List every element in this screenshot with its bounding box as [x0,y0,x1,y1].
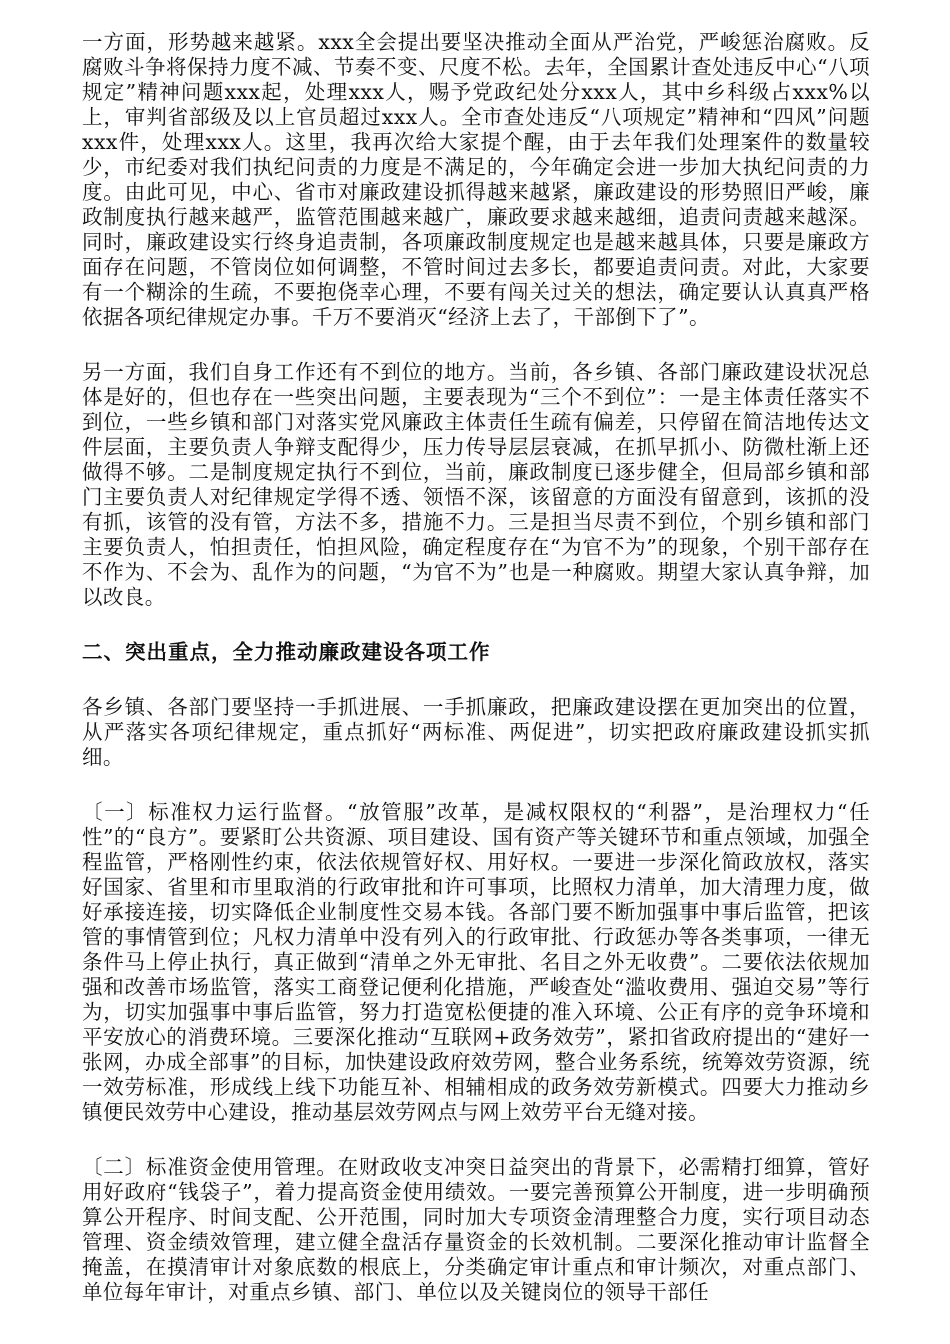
paragraph-power-supervision: 〔一〕标准权力运行监督。“放管服”改革，是减权限权的“利器”，是治理权力“任性”的“良方”。要紧盯公共资源、项目建设、国有资产等关键环节和重点领域，加强全程监管，严格刚性约束，依法依规管好权、用好权。一要进一步深化简政放权，落实好国家、省里和市里取消的行政审批和许可事项，比照权力清单，加大清理力度，做好承接连接，切实降低企业制度性交易本钱。各部门要不断加强事中事后监管，把该管的事情管到位；凡权力清单中没有列入的行政审批、行政惩办等各类事项，一律无条件马上停止执行，真正做到“清单之外无审批、名目之外无收费”。二要依法依规加强和改善市场监管，落实工商登记便利化措施，严峻查处“滥收费用、强迫交易”等行为，切实加强事中事后监管，努力打造宽松便捷的准入环境、公正有序的竞争环境和平安放心的消费环境。三要深化推动“互联网+政务效劳”，紧扣省政府提出的“建好一张网，办成全部事”的目标，加快建设政府效劳网，整合业务系统，统筹效劳资源，统一效劳标准，形成线上线下功能互补、相辅相成的政务效劳新模式。四要大力推动乡镇便民效劳中心建设，推动基层效劳网点与网上效劳平台无缝对接。 [82,800,870,1124]
paragraph-fund-management: 〔二〕标准资金使用管理。在财政收支冲突日益突出的背景下，必需精打细算，管好用好政府“钱袋子”，着力提高资金使用绩效。一要完善预算公开制度，进一步明确预算公开程序、时间支配、公开范围，同时加大专项资金清理整合力度，实行项目动态管理、资金绩效管理，建立健全盘活存量资金的长效机制。二要深化推动审计监督全掩盖，在摸清审计对象底数的根底上，分类确定审计重点和审计频次，对重点部门、单位每年审计，对重点乡镇、部门、单位以及关键岗位的领导干部任 [82,1155,870,1304]
paragraph-shortcomings: 另一方面，我们自身工作还有不到位的地方。当前，各乡镇、各部门廉政建设状况总体是好的，但也存在一些突出问题，主要表现为“三个不到位”：一是主体责任落实不到位，一些乡镇和部门对落实党风廉政主体责任生疏有偏差，只停留在简洁地传达文件层面，主要负责人争辩支配得少，压力传导层层衰减，在抓早抓小、防微杜渐上还做得不够。二是制度规定执行不到位，当前，廉政制度已逐步健全，但局部乡镇和部门主要负责人对纪律规定学得不透、领悟不深，该留意的方面没有留意到，该抓的没有抓，该管的没有管，方法不多，措施不力。三是担当尽责不到位，个别乡镇和部门主要负责人，怕担责任，怕担风险，确定程度存在“为官不为”的现象，个别干部存在不作为、不会为、乱作为的问题，“为官不为”也是一种腐败。期望大家认真争辩，加以改良。 [82,360,870,609]
paragraph-section-intro: 各乡镇、各部门要坚持一手抓进展、一手抓廉政，把廉政建设摆在更加突出的位置，从严落实各项纪律规定，重点抓好“两标准、两促进”，切实把政府廉政建设抓实抓细。 [82,695,870,769]
paragraph-situation-strict: 一方面，形势越来越紧。xxx全会提出要坚决推动全面从严治党，严峻惩治腐败。反腐败斗争将保持力度不减、节奏不变、尺度不松。去年，全国累计查处违反中心“八项规定”精神问题xxx起，处理xxx人，赐予党政纪处分xxx人，其中乡科级占xxx%以上，审判省部级及以上官员超过xxx人。全市查处违反“八项规定”精神和“四风”问题xxx件，处理xxx人。这里，我再次给大家提个醒，由于去年我们处理案件的数量较少，市纪委对我们执纪问责的力度是不满足的，今年确定会进一步加大执纪问责的力度。由此可见，中心、省市对廉政建设抓得越来越紧，廉政建设的形势照旧严峻，廉政制度执行越来越严，监管范围越来越广，廉政要求越来越细，追责问责越来越深。同时，廉政建设实行终身追责制，各项廉政制度规定也是越来越具体，只要是廉政方面存在问题，不管岗位如何调整，不管时间过去多长，都要追责问责。对此，大家要有一个糊涂的生疏，不要抱侥幸心理，不要有闯关过关的想法，确定要认认真真严格依据各项纪律规定办事。千万不要消灭“经济上去了，干部倒下了”。 [82,30,870,329]
section-heading: 二、突出重点，全力推动廉政建设各项工作 [82,640,491,664]
